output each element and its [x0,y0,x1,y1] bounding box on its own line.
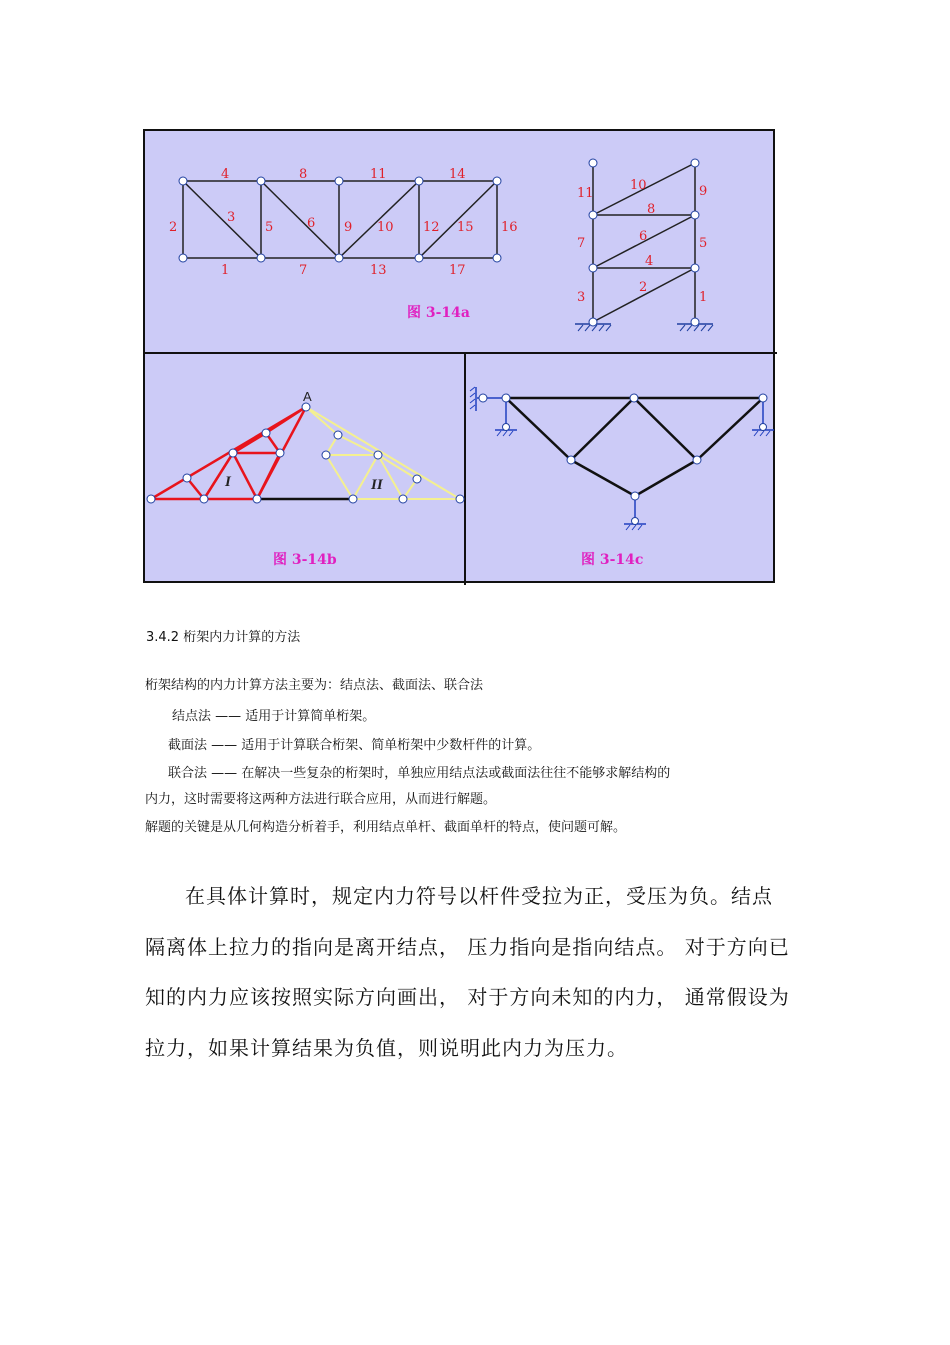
caption-3-14c: 图 3-14c [581,552,644,568]
frame-label: 8 [647,202,656,217]
truss-label: 7 [299,263,308,278]
frame-label: 10 [630,178,647,193]
paragraph-line: 隔离体上拉力的指向是离开结点， 压力指向是指向结点。 对于方向已 [145,935,790,959]
truss-label: 11 [370,167,387,182]
frame-label: 3 [577,290,586,305]
truss-label: 5 [265,220,274,235]
paragraph-line: 在具体计算时，规定内力符号以杆件受拉为正，受压为负。结点 [185,884,773,908]
frame-label: 1 [699,290,708,305]
caption-3-14b: 图 3-14b [273,552,337,568]
truss-label: 17 [449,263,466,278]
truss-label: 6 [307,216,316,231]
truss-label: 3 [227,210,236,225]
frame-label: 9 [699,184,708,199]
truss-label: 4 [221,167,230,182]
caption-3-14a: 图 3-14a [407,305,470,321]
frame-label: 11 [577,186,594,201]
method-combined: 联合法 —— 在解决一些复杂的桁架时，单独应用结点法或截面法往往不能够求解结构的 [168,766,671,781]
frame-label: 7 [577,236,586,251]
truss-label: 14 [449,167,466,182]
truss-label: 16 [501,220,518,235]
section-heading: 3.4.2 桁架内力计算的方法 [146,630,301,645]
apex-label: A [303,389,312,404]
section-label-left: I [225,474,231,490]
truss-figure [143,129,775,583]
paragraph-line: 知的内力应该按照实际方向画出， 对于方向未知的内力， 通常假设为 [145,985,790,1009]
truss-label: 8 [299,167,308,182]
truss-figure-svg [145,131,777,585]
frame-label: 4 [645,254,654,269]
method-key-note: 解题的关键是从几何构造分析着手，利用结点单杆、截面单杆的特点，使问题可解。 [145,820,627,835]
panel-a-frame-labels [577,178,707,305]
frame-label: 5 [699,236,708,251]
truss-label: 1 [221,263,230,278]
panel-c-truss [506,398,763,496]
method-node: 结点法 —— 适用于计算简单桁架。 [172,709,376,724]
method-section: 截面法 —— 适用于计算联合桁架、简单桁架中少数杆件的计算。 [168,738,541,753]
methods-intro: 桁架结构的内力计算方法主要为：结点法、截面法、联合法 [145,678,484,693]
truss-label: 12 [423,220,440,235]
truss-label: 9 [344,220,353,235]
section-label-right: II [371,477,383,493]
truss-label: 13 [370,263,387,278]
truss-label: 15 [457,220,474,235]
frame-label: 2 [639,280,648,295]
truss-label: 2 [169,220,178,235]
method-combined-cont: 内力，这时需要将这两种方法进行联合应用，从而进行解题。 [145,792,497,807]
truss-label: 10 [377,220,394,235]
panel-a-truss-labels [169,167,518,278]
frame-label: 6 [639,229,648,244]
paragraph-line: 拉力，如果计算结果为负值，则说明此内力为压力。 [145,1036,628,1060]
